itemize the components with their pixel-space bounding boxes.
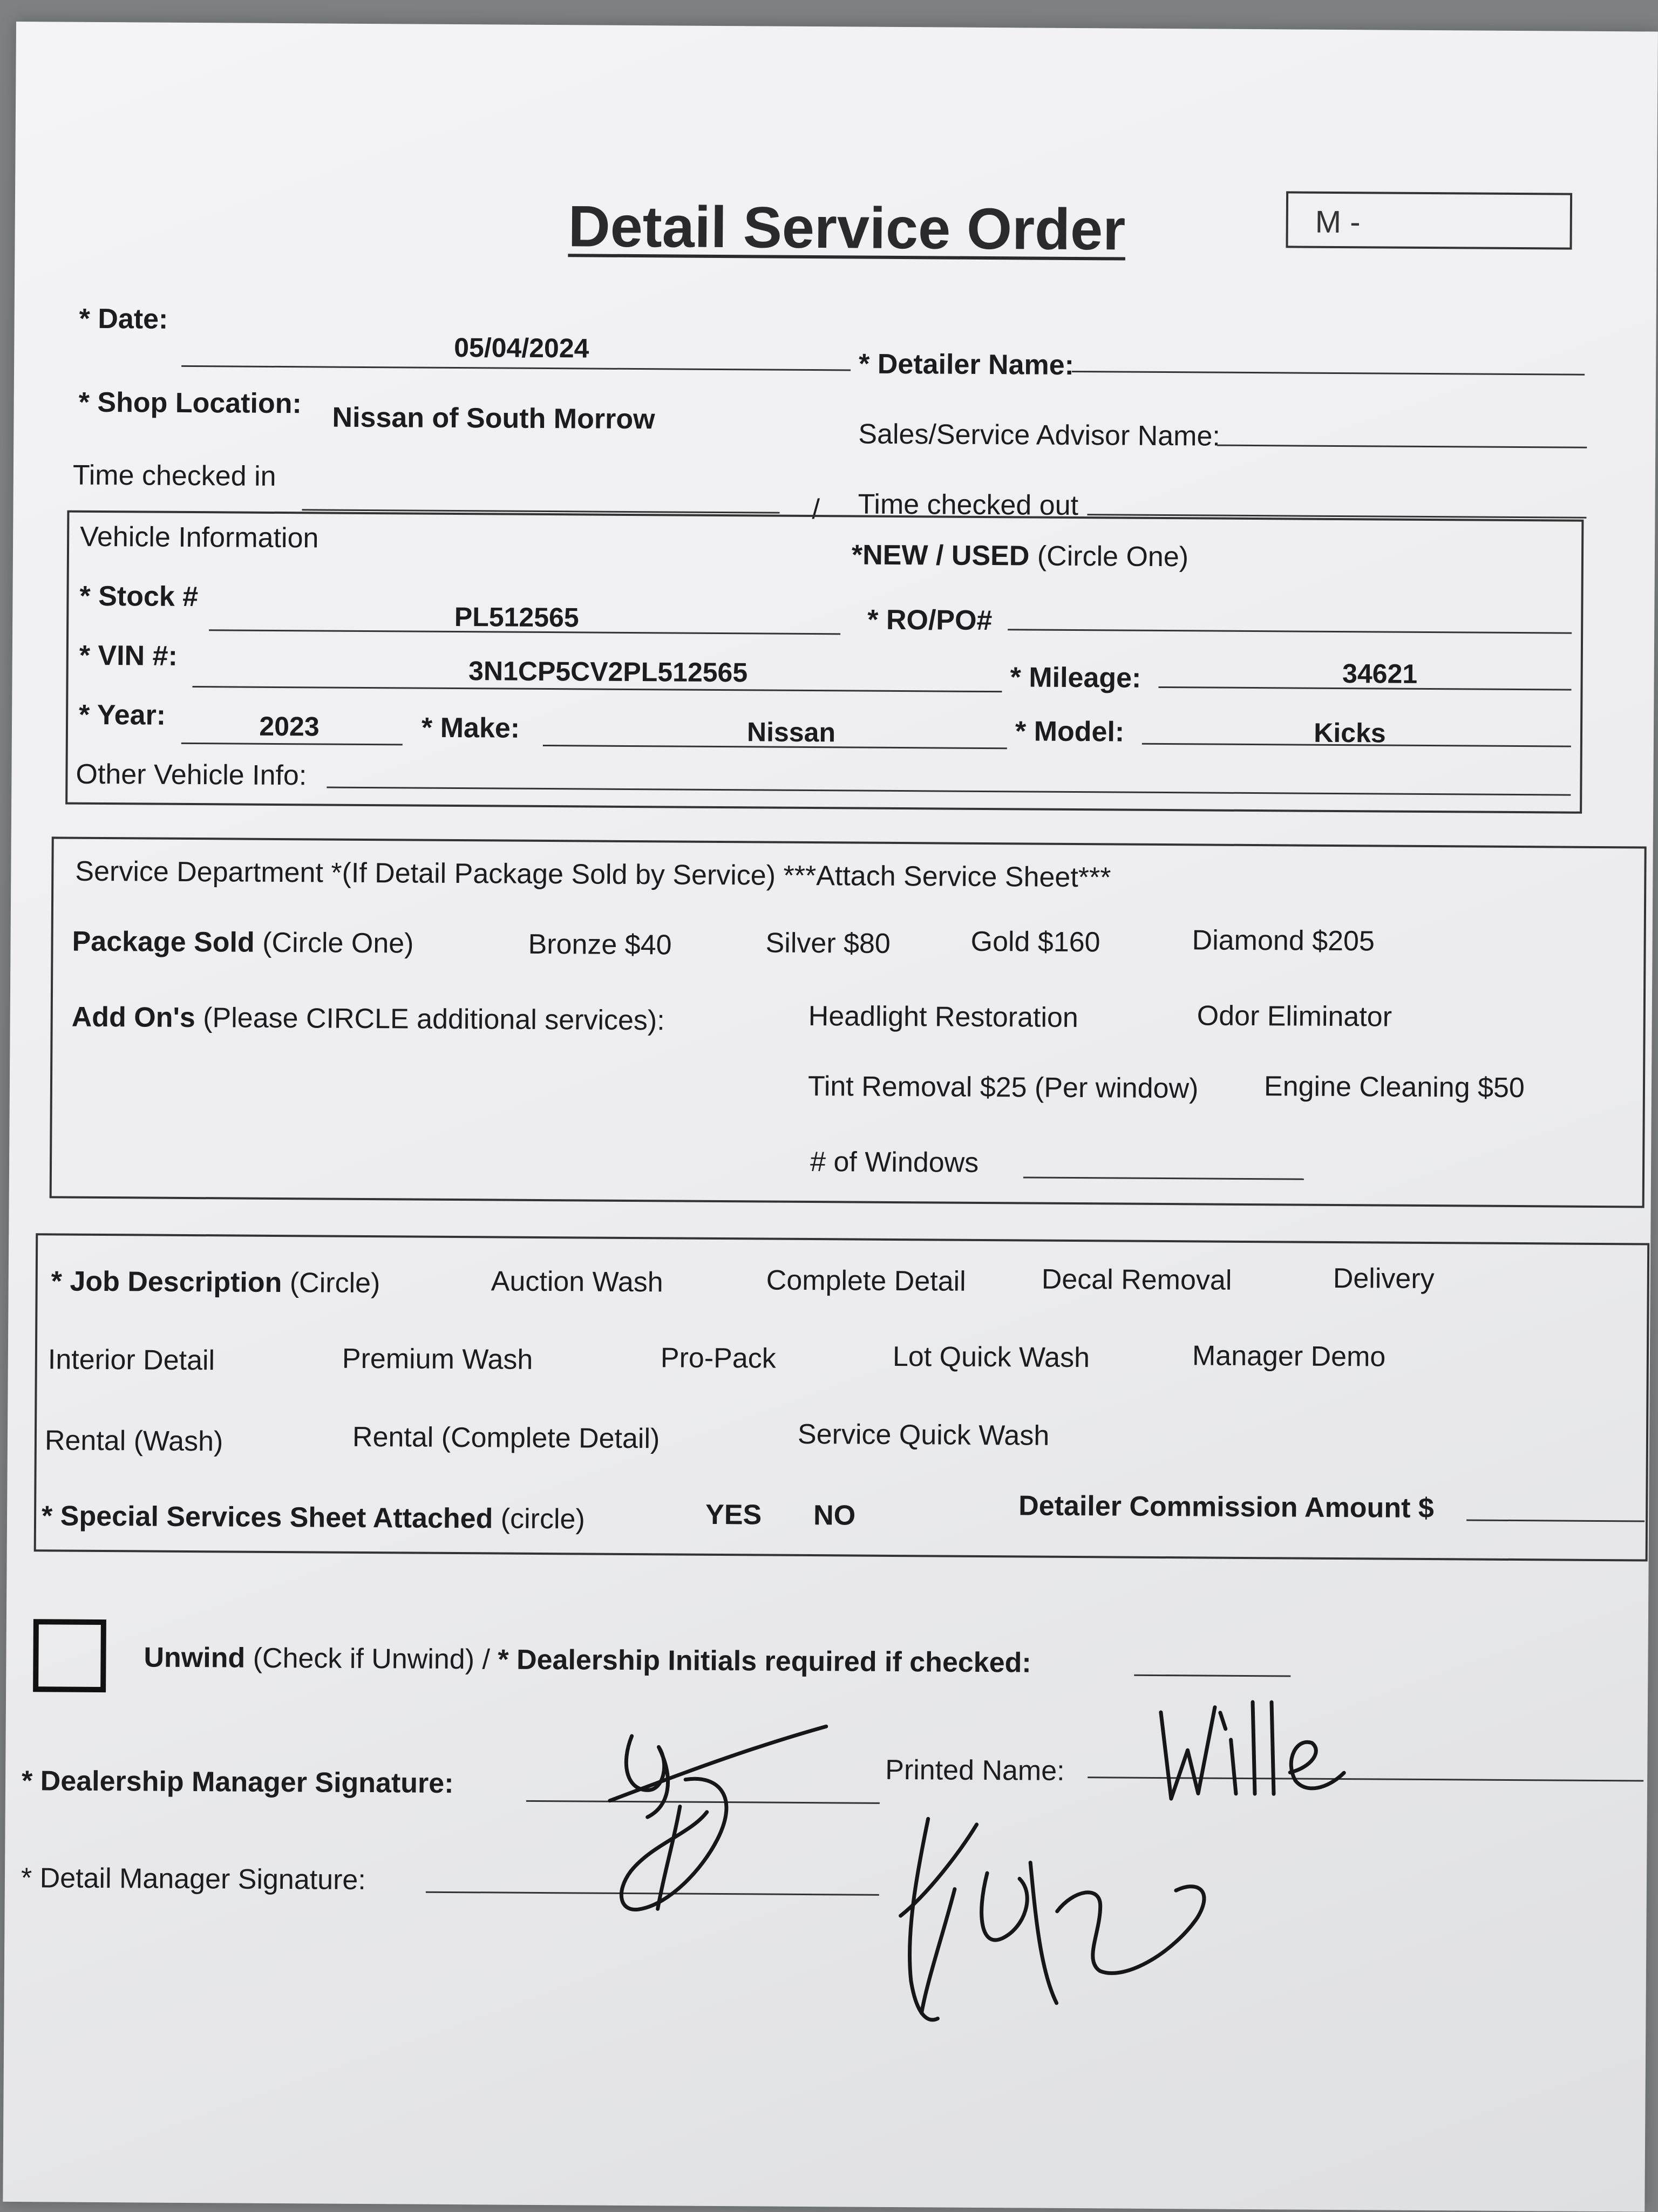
job-description-label: * Job Description	[51, 1265, 282, 1299]
vin-value[interactable]: 3N1CP5CV2PL512565	[468, 656, 748, 688]
dealership-manager-signature-label: * Dealership Manager Signature:	[21, 1765, 454, 1800]
date-line	[181, 365, 851, 371]
year-value[interactable]: 2023	[259, 711, 320, 742]
dealership-initials-field[interactable]	[1134, 1675, 1290, 1677]
package-diamond[interactable]: Diamond $205	[1192, 924, 1375, 957]
addon-tint-removal[interactable]: Tint Removal $25 (Per window)	[807, 1070, 1199, 1105]
detail-manager-signature-label: * Detail Manager Signature:	[21, 1862, 366, 1896]
job-delivery[interactable]: Delivery	[1333, 1262, 1435, 1295]
commission-label: Detailer Commission Amount $	[1018, 1490, 1434, 1524]
stock-label: * Stock #	[79, 580, 199, 613]
addon-headlight-restoration[interactable]: Headlight Restoration	[808, 1000, 1079, 1034]
package-bronze[interactable]: Bronze $40	[528, 928, 672, 961]
job-pro-pack[interactable]: Pro-Pack	[660, 1342, 776, 1374]
advisor-name-field[interactable]	[1217, 445, 1587, 448]
detailer-name-field[interactable]	[1072, 371, 1585, 376]
new-used-label: *NEW / USED	[851, 539, 1030, 572]
mileage-label: * Mileage:	[1010, 662, 1141, 694]
job-complete-detail[interactable]: Complete Detail	[766, 1264, 966, 1297]
job-decal-removal[interactable]: Decal Removal	[1041, 1263, 1232, 1296]
windows-label: # of Windows	[810, 1146, 979, 1179]
package-gold[interactable]: Gold $160	[970, 925, 1100, 958]
make-label: * Make:	[421, 712, 520, 744]
package-sold-note: (Circle One)	[262, 927, 414, 959]
unwind-row	[144, 1642, 1031, 1679]
new-used-selector[interactable]	[852, 539, 1188, 573]
date-value[interactable]: 05/04/2024	[454, 332, 589, 364]
printed-name-handwriting	[1150, 1691, 1355, 1816]
addon-odor-eliminator[interactable]: Odor Eliminator	[1197, 1000, 1392, 1033]
package-silver[interactable]: Silver $80	[765, 927, 891, 959]
new-used-note: (Circle One)	[1037, 540, 1189, 573]
special-services-label: * Special Services Sheet Attached	[41, 1500, 493, 1535]
unwind-checkbox[interactable]	[33, 1619, 106, 1692]
time-out-label: Time checked out	[858, 488, 1079, 522]
job-description-row	[51, 1265, 380, 1299]
package-sold-row	[72, 925, 413, 960]
make-value[interactable]: Nissan	[746, 717, 836, 748]
dealership-manager-signature	[598, 1714, 880, 1943]
date-label: * Date:	[79, 303, 168, 335]
special-services-no[interactable]: NO	[813, 1500, 856, 1532]
job-description-section	[34, 1233, 1650, 1561]
model-value[interactable]: Kicks	[1314, 717, 1386, 748]
year-label: * Year:	[78, 699, 166, 731]
unwind-label: Unwind	[144, 1642, 246, 1674]
other-vehicle-info-label: Other Vehicle Info:	[76, 758, 307, 792]
form-title: Detail Service Order	[568, 193, 1126, 262]
job-rental-complete-detail[interactable]: Rental (Complete Detail)	[352, 1421, 660, 1455]
dealership-initials-label: * Dealership Initials required if checked:	[498, 1644, 1031, 1679]
service-header: Service Department *(If Detail Package Sold by Service) ***Attach Service Sheet***	[75, 855, 1111, 894]
special-services-note: (circle)	[500, 1503, 585, 1535]
detail-manager-signature	[894, 1808, 1231, 2042]
ro-po-field[interactable]	[1008, 629, 1572, 634]
other-vehicle-info-field[interactable]	[327, 787, 1571, 796]
job-auction-wash[interactable]: Auction Wash	[491, 1265, 663, 1298]
package-sold-label: Package Sold	[72, 925, 255, 958]
order-number-box[interactable]: M -	[1286, 191, 1572, 249]
special-services-yes[interactable]: YES	[705, 1499, 762, 1531]
shop-location-value[interactable]: Nissan of South Morrow	[332, 401, 655, 435]
job-description-note: (Circle)	[289, 1267, 380, 1299]
job-interior-detail[interactable]: Interior Detail	[47, 1344, 215, 1377]
vehicle-information-section	[65, 511, 1584, 814]
mileage-value[interactable]: 34621	[1342, 658, 1418, 689]
shop-location-label: * Shop Location:	[78, 386, 302, 420]
job-rental-wash[interactable]: Rental (Wash)	[44, 1425, 223, 1458]
vehicle-section-label: Vehicle Information	[79, 521, 319, 554]
service-order-form	[3, 22, 1658, 2212]
model-label: * Model:	[1015, 716, 1125, 748]
service-department-section	[50, 836, 1647, 1208]
detailer-name-label: * Detailer Name:	[858, 348, 1075, 381]
ro-po-label: * RO/PO#	[867, 604, 993, 637]
job-manager-demo[interactable]: Manager Demo	[1192, 1340, 1386, 1373]
job-premium-wash[interactable]: Premium Wash	[342, 1343, 533, 1376]
add-ons-label: Add On's	[71, 1001, 195, 1034]
addon-engine-cleaning[interactable]: Engine Cleaning $50	[1263, 1071, 1525, 1104]
job-lot-quick-wash[interactable]: Lot Quick Wash	[892, 1340, 1090, 1374]
stock-value[interactable]: PL512565	[454, 601, 579, 633]
job-service-quick-wash[interactable]: Service Quick Wash	[797, 1418, 1050, 1452]
year-line	[181, 743, 403, 746]
add-ons-row	[72, 1001, 665, 1037]
windows-count-field[interactable]	[1023, 1176, 1304, 1180]
special-services-row	[42, 1500, 585, 1535]
unwind-note: (Check if Unwind) /	[253, 1642, 491, 1676]
commission-amount-field[interactable]	[1466, 1519, 1645, 1522]
time-separator: /	[812, 494, 820, 526]
time-in-label: Time checked in	[72, 459, 276, 492]
add-ons-note: (Please CIRCLE additional services):	[203, 1002, 665, 1037]
advisor-name-label: Sales/Service Advisor Name:	[858, 418, 1221, 452]
printed-name-label: Printed Name:	[885, 1754, 1065, 1787]
vin-label: * VIN #:	[79, 639, 178, 672]
